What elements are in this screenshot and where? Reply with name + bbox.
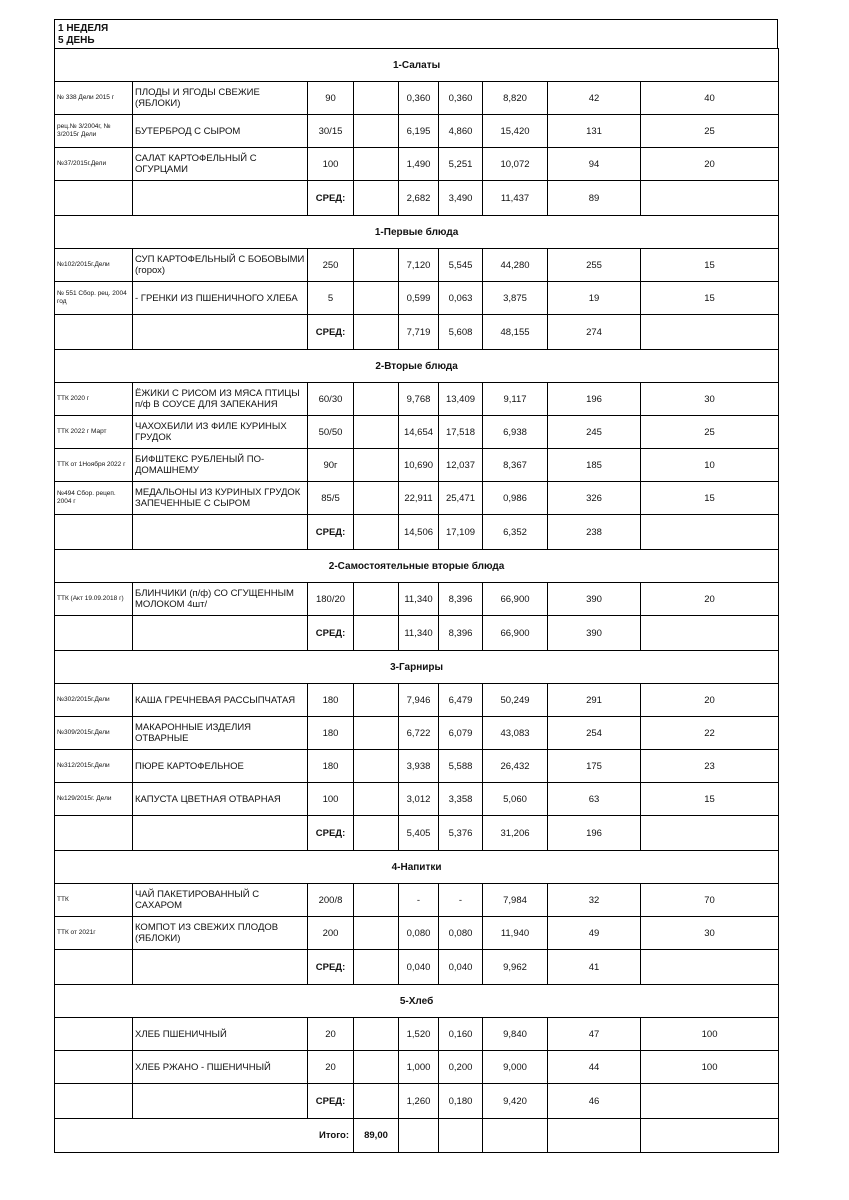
energy-value: 185 bbox=[548, 449, 641, 482]
fat-value: 8,396 bbox=[439, 583, 483, 616]
empty-cell bbox=[354, 616, 399, 651]
carb-value: 9,000 bbox=[483, 1051, 548, 1084]
energy-value: 291 bbox=[548, 684, 641, 717]
empty-cell bbox=[641, 616, 779, 651]
dish-name: БУТЕРБРОД С СЫРОМ bbox=[133, 115, 308, 148]
fat-value: 5,588 bbox=[439, 750, 483, 783]
empty-cell bbox=[641, 1084, 779, 1119]
empty-cell bbox=[55, 1084, 133, 1119]
section-title: 2-Самостоятельные вторые блюда bbox=[55, 550, 779, 583]
fat-value: 6,079 bbox=[439, 717, 483, 750]
energy-value: 32 bbox=[548, 884, 641, 917]
empty-cell bbox=[483, 1119, 548, 1153]
avg-protein: 1,260 bbox=[399, 1084, 439, 1119]
extra-value bbox=[354, 482, 399, 515]
extra-value bbox=[354, 249, 399, 282]
average-row bbox=[55, 616, 779, 651]
portion-value: 20 bbox=[308, 1018, 354, 1051]
carb-value: 9,117 bbox=[483, 383, 548, 416]
avg-fat: 17,109 bbox=[439, 515, 483, 550]
dish-name: ЧАЙ ПАКЕТИРОВАННЫЙ С САХАРОМ bbox=[133, 884, 308, 917]
portion-value: 30/15 bbox=[308, 115, 354, 148]
carb-value: 44,280 bbox=[483, 249, 548, 282]
avg-carb: 11,437 bbox=[483, 181, 548, 216]
avg-fat: 5,608 bbox=[439, 315, 483, 350]
extra-value bbox=[354, 82, 399, 115]
extra-value bbox=[354, 884, 399, 917]
dish-name: СУП КАРТОФЕЛЬНЫЙ С БОБОВЫМИ (горох) bbox=[133, 249, 308, 282]
protein-value: 6,195 bbox=[399, 115, 439, 148]
carb-value: 15,420 bbox=[483, 115, 548, 148]
empty-cell bbox=[354, 950, 399, 985]
extra-value bbox=[354, 1018, 399, 1051]
dish-name: КАПУСТА ЦВЕТНАЯ ОТВАРНАЯ bbox=[133, 783, 308, 816]
portion-value: 85/5 bbox=[308, 482, 354, 515]
empty-cell bbox=[641, 515, 779, 550]
total-row bbox=[55, 1119, 779, 1153]
recipe-code: ТТК bbox=[55, 884, 133, 917]
extra-value bbox=[354, 583, 399, 616]
energy-value: 19 bbox=[548, 282, 641, 315]
dish-row bbox=[55, 249, 779, 282]
fat-value: 0,160 bbox=[439, 1018, 483, 1051]
protein-value: 0,360 bbox=[399, 82, 439, 115]
portion-value: 20 bbox=[308, 1051, 354, 1084]
carb-value: 43,083 bbox=[483, 717, 548, 750]
recipe-code: №302/2015г.Дели bbox=[55, 684, 133, 717]
recipe-code: ТТК 2020 г bbox=[55, 383, 133, 416]
carb-value: 26,432 bbox=[483, 750, 548, 783]
dish-row bbox=[55, 583, 779, 616]
avg-fat: 0,180 bbox=[439, 1084, 483, 1119]
dish-row bbox=[55, 449, 779, 482]
empty-cell bbox=[133, 515, 308, 550]
protein-value: 7,120 bbox=[399, 249, 439, 282]
empty-cell bbox=[354, 816, 399, 851]
protein-value: 10,690 bbox=[399, 449, 439, 482]
portion-value: 180 bbox=[308, 750, 354, 783]
energy-value: 326 bbox=[548, 482, 641, 515]
day-label: 5 ДЕНЬ bbox=[58, 35, 95, 46]
avg-protein: 2,682 bbox=[399, 181, 439, 216]
dish-name: ПЛОДЫ И ЯГОДЫ СВЕЖИЕ (ЯБЛОКИ) bbox=[133, 82, 308, 115]
menu-table bbox=[54, 48, 779, 1153]
empty-cell bbox=[55, 950, 133, 985]
recipe-code: №37/2015г.Дели bbox=[55, 148, 133, 181]
recipe-code: рец.№ 3/2004г, № 3/2015г Дели bbox=[55, 115, 133, 148]
avg-fat: 8,396 bbox=[439, 616, 483, 651]
carb-value: 3,875 bbox=[483, 282, 548, 315]
avg-carb: 31,206 bbox=[483, 816, 548, 851]
dish-row bbox=[55, 482, 779, 515]
empty-cell bbox=[133, 315, 308, 350]
empty-cell bbox=[399, 1119, 439, 1153]
energy-value: 255 bbox=[548, 249, 641, 282]
fat-value: 0,360 bbox=[439, 82, 483, 115]
carb-value: 10,072 bbox=[483, 148, 548, 181]
dish-row bbox=[55, 1051, 779, 1084]
empty-cell bbox=[133, 1084, 308, 1119]
extra-value bbox=[354, 449, 399, 482]
average-label: СРЕД: bbox=[308, 181, 354, 216]
price-value: 25 bbox=[641, 416, 779, 449]
fat-value: 17,518 bbox=[439, 416, 483, 449]
empty-cell bbox=[133, 816, 308, 851]
portion-value: 200/8 bbox=[308, 884, 354, 917]
empty-cell bbox=[548, 1119, 641, 1153]
section-row bbox=[55, 851, 779, 884]
average-label: СРЕД: bbox=[308, 515, 354, 550]
price-value: 15 bbox=[641, 282, 779, 315]
dish-name: МЕДАЛЬОНЫ ИЗ КУРИНЫХ ГРУДОК ЗАПЕЧЕННЫЕ С СЫРОМ bbox=[133, 482, 308, 515]
empty-cell bbox=[641, 1119, 779, 1153]
price-value: 15 bbox=[641, 482, 779, 515]
dish-row bbox=[55, 783, 779, 816]
protein-value: 3,012 bbox=[399, 783, 439, 816]
section-title: 4-Напитки bbox=[55, 851, 779, 884]
energy-value: 42 bbox=[548, 82, 641, 115]
fat-value: 0,080 bbox=[439, 917, 483, 950]
protein-value: 6,722 bbox=[399, 717, 439, 750]
price-value: 20 bbox=[641, 583, 779, 616]
empty-cell bbox=[133, 181, 308, 216]
empty-cell bbox=[133, 616, 308, 651]
protein-value: - bbox=[399, 884, 439, 917]
section-title: 2-Вторые блюда bbox=[55, 350, 779, 383]
empty-cell bbox=[641, 816, 779, 851]
protein-value: 11,340 bbox=[399, 583, 439, 616]
price-value: 100 bbox=[641, 1018, 779, 1051]
carb-value: 5,060 bbox=[483, 783, 548, 816]
dish-name: - ГРЕНКИ ИЗ ПШЕНИЧНОГО ХЛЕБА bbox=[133, 282, 308, 315]
dish-row bbox=[55, 1018, 779, 1051]
recipe-code: № 338 Дели 2015 г bbox=[55, 82, 133, 115]
fat-value: - bbox=[439, 884, 483, 917]
portion-value: 200 bbox=[308, 917, 354, 950]
empty-cell bbox=[641, 950, 779, 985]
avg-carb: 9,420 bbox=[483, 1084, 548, 1119]
section-title: 1-Салаты bbox=[55, 49, 779, 82]
portion-value: 100 bbox=[308, 148, 354, 181]
protein-value: 1,490 bbox=[399, 148, 439, 181]
dish-name: ЧАХОХБИЛИ ИЗ ФИЛЕ КУРИНЫХ ГРУДОК bbox=[133, 416, 308, 449]
recipe-code: №494 Сбор. рецеп. 2004 г bbox=[55, 482, 133, 515]
total-label: Итого: bbox=[55, 1119, 354, 1153]
protein-value: 3,938 bbox=[399, 750, 439, 783]
section-row bbox=[55, 550, 779, 583]
carb-value: 7,984 bbox=[483, 884, 548, 917]
energy-value: 44 bbox=[548, 1051, 641, 1084]
empty-cell bbox=[55, 315, 133, 350]
energy-value: 63 bbox=[548, 783, 641, 816]
energy-value: 47 bbox=[548, 1018, 641, 1051]
avg-energy: 274 bbox=[548, 315, 641, 350]
recipe-code: ТТК от 2021г bbox=[55, 917, 133, 950]
average-label: СРЕД: bbox=[308, 1084, 354, 1119]
protein-value: 1,000 bbox=[399, 1051, 439, 1084]
price-value: 25 bbox=[641, 115, 779, 148]
dish-name: БИФШТЕКС РУБЛЕНЫЙ ПО-ДОМАШНЕМУ bbox=[133, 449, 308, 482]
energy-value: 94 bbox=[548, 148, 641, 181]
dish-name: БЛИНЧИКИ (п/ф) СО СГУЩЕННЫМ МОЛОКОМ 4шт/ bbox=[133, 583, 308, 616]
empty-cell bbox=[641, 315, 779, 350]
fat-value: 0,200 bbox=[439, 1051, 483, 1084]
dish-row bbox=[55, 750, 779, 783]
menu-sheet bbox=[54, 19, 778, 1153]
avg-energy: 238 bbox=[548, 515, 641, 550]
avg-protein: 11,340 bbox=[399, 616, 439, 651]
protein-value: 14,654 bbox=[399, 416, 439, 449]
energy-value: 254 bbox=[548, 717, 641, 750]
fat-value: 6,479 bbox=[439, 684, 483, 717]
portion-value: 250 bbox=[308, 249, 354, 282]
extra-value bbox=[354, 148, 399, 181]
extra-value bbox=[354, 115, 399, 148]
average-label: СРЕД: bbox=[308, 950, 354, 985]
portion-value: 180/20 bbox=[308, 583, 354, 616]
avg-carb: 48,155 bbox=[483, 315, 548, 350]
section-row bbox=[55, 651, 779, 684]
average-label: СРЕД: bbox=[308, 315, 354, 350]
protein-value: 0,599 bbox=[399, 282, 439, 315]
empty-cell bbox=[354, 181, 399, 216]
protein-value: 1,520 bbox=[399, 1018, 439, 1051]
recipe-code: №312/2015г.Дели bbox=[55, 750, 133, 783]
extra-value bbox=[354, 383, 399, 416]
week-label: 1 НЕДЕЛЯ bbox=[58, 23, 109, 34]
recipe-code bbox=[55, 1051, 133, 1084]
avg-energy: 196 bbox=[548, 816, 641, 851]
extra-value bbox=[354, 917, 399, 950]
dish-name: ХЛЕБ ПШЕНИЧНЫЙ bbox=[133, 1018, 308, 1051]
portion-value: 90г bbox=[308, 449, 354, 482]
dish-row bbox=[55, 684, 779, 717]
carb-value: 6,938 bbox=[483, 416, 548, 449]
dish-name: ПЮРЕ КАРТОФЕЛЬНОЕ bbox=[133, 750, 308, 783]
empty-cell bbox=[354, 515, 399, 550]
protein-value: 7,946 bbox=[399, 684, 439, 717]
fat-value: 13,409 bbox=[439, 383, 483, 416]
fat-value: 0,063 bbox=[439, 282, 483, 315]
empty-cell bbox=[55, 816, 133, 851]
extra-value bbox=[354, 416, 399, 449]
dish-row bbox=[55, 282, 779, 315]
extra-value bbox=[354, 750, 399, 783]
carb-value: 9,840 bbox=[483, 1018, 548, 1051]
avg-protein: 0,040 bbox=[399, 950, 439, 985]
average-row bbox=[55, 515, 779, 550]
carb-value: 8,820 bbox=[483, 82, 548, 115]
avg-energy: 390 bbox=[548, 616, 641, 651]
price-value: 30 bbox=[641, 383, 779, 416]
price-value: 20 bbox=[641, 148, 779, 181]
price-value: 15 bbox=[641, 783, 779, 816]
energy-value: 131 bbox=[548, 115, 641, 148]
avg-fat: 5,376 bbox=[439, 816, 483, 851]
avg-protein: 7,719 bbox=[399, 315, 439, 350]
avg-energy: 89 bbox=[548, 181, 641, 216]
portion-value: 180 bbox=[308, 717, 354, 750]
recipe-code: ТТК (Акт 19.09.2018 г) bbox=[55, 583, 133, 616]
dish-name: ЁЖИКИ С РИСОМ ИЗ МЯСА ПТИЦЫ п/ф В СОУСЕ ДЛЯ ЗАПЕКАНИЯ bbox=[133, 383, 308, 416]
dish-row bbox=[55, 82, 779, 115]
dish-row bbox=[55, 917, 779, 950]
recipe-code bbox=[55, 1018, 133, 1051]
section-row bbox=[55, 985, 779, 1018]
fat-value: 5,545 bbox=[439, 249, 483, 282]
portion-value: 180 bbox=[308, 684, 354, 717]
carb-value: 50,249 bbox=[483, 684, 548, 717]
energy-value: 175 bbox=[548, 750, 641, 783]
portion-value: 60/30 bbox=[308, 383, 354, 416]
dish-row bbox=[55, 383, 779, 416]
extra-value bbox=[354, 1051, 399, 1084]
avg-fat: 0,040 bbox=[439, 950, 483, 985]
fat-value: 5,251 bbox=[439, 148, 483, 181]
carb-value: 66,900 bbox=[483, 583, 548, 616]
fat-value: 25,471 bbox=[439, 482, 483, 515]
average-label: СРЕД: bbox=[308, 816, 354, 851]
portion-value: 5 bbox=[308, 282, 354, 315]
energy-value: 49 bbox=[548, 917, 641, 950]
energy-value: 245 bbox=[548, 416, 641, 449]
average-row bbox=[55, 950, 779, 985]
recipe-code: №102/2015г.Дели bbox=[55, 249, 133, 282]
empty-cell bbox=[641, 181, 779, 216]
price-value: 70 bbox=[641, 884, 779, 917]
protein-value: 0,080 bbox=[399, 917, 439, 950]
dish-name: КАША ГРЕЧНЕВАЯ РАССЫПЧАТАЯ bbox=[133, 684, 308, 717]
fat-value: 12,037 bbox=[439, 449, 483, 482]
avg-energy: 41 bbox=[548, 950, 641, 985]
total-value: 89,00 bbox=[354, 1119, 399, 1153]
recipe-code: № 551 Сбор. рец. 2004 год bbox=[55, 282, 133, 315]
portion-value: 50/50 bbox=[308, 416, 354, 449]
dish-row bbox=[55, 717, 779, 750]
empty-cell bbox=[55, 181, 133, 216]
price-value: 15 bbox=[641, 249, 779, 282]
fat-value: 4,860 bbox=[439, 115, 483, 148]
section-row bbox=[55, 350, 779, 383]
average-row bbox=[55, 816, 779, 851]
dish-row bbox=[55, 115, 779, 148]
average-row bbox=[55, 181, 779, 216]
price-value: 22 bbox=[641, 717, 779, 750]
avg-carb: 66,900 bbox=[483, 616, 548, 651]
avg-energy: 46 bbox=[548, 1084, 641, 1119]
recipe-code: №129/2015г. Дели bbox=[55, 783, 133, 816]
recipe-code: ТТК от 1Ноября 2022 г bbox=[55, 449, 133, 482]
price-value: 20 bbox=[641, 684, 779, 717]
avg-carb: 6,352 bbox=[483, 515, 548, 550]
sheet-header bbox=[54, 19, 778, 48]
average-label: СРЕД: bbox=[308, 616, 354, 651]
carb-value: 11,940 bbox=[483, 917, 548, 950]
extra-value bbox=[354, 684, 399, 717]
fat-value: 3,358 bbox=[439, 783, 483, 816]
avg-fat: 3,490 bbox=[439, 181, 483, 216]
empty-cell bbox=[55, 616, 133, 651]
energy-value: 390 bbox=[548, 583, 641, 616]
empty-cell bbox=[354, 315, 399, 350]
dish-row bbox=[55, 148, 779, 181]
empty-cell bbox=[133, 950, 308, 985]
avg-carb: 9,962 bbox=[483, 950, 548, 985]
portion-value: 90 bbox=[308, 82, 354, 115]
price-value: 10 bbox=[641, 449, 779, 482]
protein-value: 22,911 bbox=[399, 482, 439, 515]
portion-value: 100 bbox=[308, 783, 354, 816]
section-row bbox=[55, 49, 779, 82]
avg-protein: 14,506 bbox=[399, 515, 439, 550]
dish-name: МАКАРОННЫЕ ИЗДЕЛИЯ ОТВАРНЫЕ bbox=[133, 717, 308, 750]
price-value: 23 bbox=[641, 750, 779, 783]
dish-row bbox=[55, 416, 779, 449]
section-title: 5-Хлеб bbox=[55, 985, 779, 1018]
carb-value: 8,367 bbox=[483, 449, 548, 482]
dish-name: ХЛЕБ РЖАНО - ПШЕНИЧНЫЙ bbox=[133, 1051, 308, 1084]
extra-value bbox=[354, 282, 399, 315]
price-value: 30 bbox=[641, 917, 779, 950]
protein-value: 9,768 bbox=[399, 383, 439, 416]
energy-value: 196 bbox=[548, 383, 641, 416]
avg-protein: 5,405 bbox=[399, 816, 439, 851]
dish-name: САЛАТ КАРТОФЕЛЬНЫЙ С ОГУРЦАМИ bbox=[133, 148, 308, 181]
section-title: 1-Первые блюда bbox=[55, 216, 779, 249]
price-value: 100 bbox=[641, 1051, 779, 1084]
section-title: 3-Гарниры bbox=[55, 651, 779, 684]
dish-row bbox=[55, 884, 779, 917]
empty-cell bbox=[354, 1084, 399, 1119]
extra-value bbox=[354, 783, 399, 816]
dish-name: КОМПОТ ИЗ СВЕЖИХ ПЛОДОВ (ЯБЛОКИ) bbox=[133, 917, 308, 950]
extra-value bbox=[354, 717, 399, 750]
average-row bbox=[55, 315, 779, 350]
section-row bbox=[55, 216, 779, 249]
empty-cell bbox=[55, 515, 133, 550]
price-value: 40 bbox=[641, 82, 779, 115]
recipe-code: №309/2015г.Дели bbox=[55, 717, 133, 750]
empty-cell bbox=[439, 1119, 483, 1153]
carb-value: 0,986 bbox=[483, 482, 548, 515]
recipe-code: ТТК 2022 г Март bbox=[55, 416, 133, 449]
average-row bbox=[55, 1084, 779, 1119]
